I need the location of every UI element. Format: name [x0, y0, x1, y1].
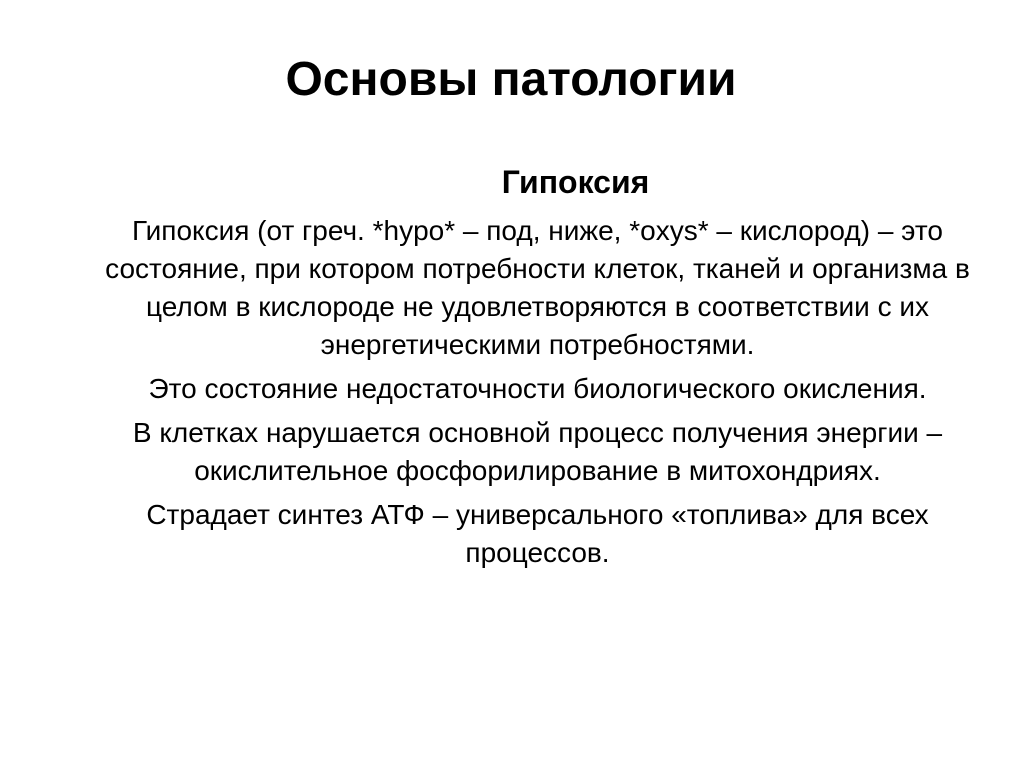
slide-title: [0, 44, 1024, 116]
section-heading: Гипоксия: [501, 164, 650, 200]
paragraph-atp: Страдает синтез АТФ – универсального «топлива» для всех процессов.: [146, 499, 929, 568]
paragraph-definition: Гипоксия (от греч. *hypo* – под, ниже, *oxys* – кислород) – это состояние, при котором потребности клеток, тканей и организма в целом в кислороде не удовлетворяются в соответствии с их энергетическими потребностями.: [105, 215, 970, 360]
slide-body: [90, 158, 985, 578]
paragraph-phosphorylation: В клетках нарушается основной процесс получения энергии – окислительное фосфорилирование в митохондриях.: [132, 417, 943, 486]
paragraph-oxidation: Это состояние недостаточности биологического окисления.: [148, 373, 927, 404]
slide-title-text: Основы патологии: [285, 53, 737, 106]
